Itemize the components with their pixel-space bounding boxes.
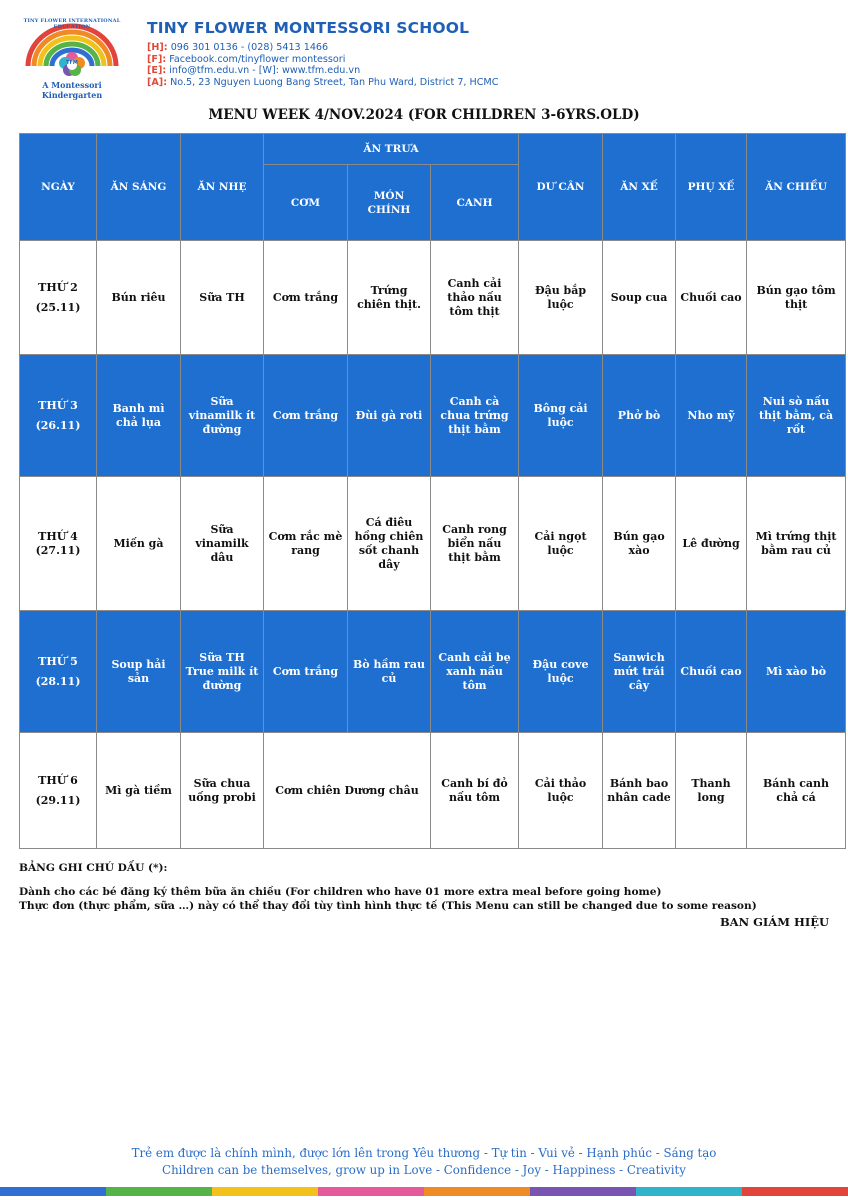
extra-cell: Đậu bắp luộc — [519, 241, 603, 355]
logo-caption: A Montessori Kindergarten — [41, 80, 103, 100]
main-cell: Cá điêu hồng chiên sốt chanh dây — [348, 477, 431, 611]
snack-cell: Sữa vinamilk ít đường — [181, 355, 264, 477]
afternoon-cell: Sanwich mứt trái cây — [603, 611, 676, 733]
school-name: TINY FLOWER MONTESSORI SCHOOL — [147, 19, 470, 37]
stripe-segment — [424, 1187, 530, 1196]
rice-cell: Cơm trắng — [264, 611, 348, 733]
soup-cell: Canh cải thảo nấu tôm thịt — [431, 241, 519, 355]
rice-main-cell: Cơm chiên Dương châu — [264, 733, 431, 849]
col-main: MÓN CHÍNH — [348, 165, 431, 241]
rice-cell: Cơm rắc mè rang — [264, 477, 348, 611]
extra-cell: Cải thảo luộc — [519, 733, 603, 849]
school-logo — [14, 18, 130, 100]
breakfast-cell: Miến gà — [97, 477, 181, 611]
extra-cell: Cải ngọt luộc — [519, 477, 603, 611]
contact-block — [147, 42, 498, 88]
rice-cell: Cơm trắng — [264, 241, 348, 355]
table-row — [20, 241, 846, 355]
table-row — [20, 733, 846, 849]
day-cell: THỨ 6 (29.11) — [20, 733, 97, 849]
stripe-segment — [636, 1187, 742, 1196]
col-snack: ĂN NHẸ — [181, 134, 264, 241]
dinner-cell: Nui sò nấu thịt bằm, cà rốt — [747, 355, 846, 477]
dinner-cell: Mì xào bò — [747, 611, 846, 733]
side-cell: Chuối cao — [676, 241, 747, 355]
footer-slogan — [0, 1145, 848, 1179]
logo-ring-text: TINY FLOWER INTERNATIONAL EDUCATION — [23, 18, 121, 30]
snack-cell: Sữa TH — [181, 241, 264, 355]
side-cell: Lê đường — [676, 477, 747, 611]
snack-cell: Sữa vinamilk dâu — [181, 477, 264, 611]
stripe-segment — [212, 1187, 318, 1196]
day-cell: THỨ 3 (26.11) — [20, 355, 97, 477]
snack-cell: Sữa chua uống probi — [181, 733, 264, 849]
side-cell: Thanh long — [676, 733, 747, 849]
side-cell: Nho mỹ — [676, 355, 747, 477]
col-extra: DƯ CÂN — [519, 134, 603, 241]
breakfast-cell: Soup hải sản — [97, 611, 181, 733]
table-row — [20, 355, 846, 477]
main-cell: Trứng chiên thịt. — [348, 241, 431, 355]
contact-facebook: [F]: Facebook.com/tinyflower montessori — [147, 53, 346, 65]
note-line-2: Thực đơn (thực phẩm, sữa …) này có thể thay đổi tùy tình hình thực tế (This Menu can still be changed due to some reason) — [19, 900, 757, 912]
col-soup: CANH — [431, 165, 519, 241]
extra-cell: Bông cải luộc — [519, 355, 603, 477]
col-day: NGÀY — [20, 134, 97, 241]
contact-email-web: [E]: info@tfm.edu.vn - [W]: www.tfm.edu.vn — [147, 65, 361, 77]
col-breakfast: ĂN SÁNG — [97, 134, 181, 241]
table-row — [20, 611, 846, 733]
snack-cell: Sữa TH True milk ít đường — [181, 611, 264, 733]
contact-phone: [H]: 096 301 0136 - (028) 5413 1466 — [147, 42, 329, 53]
afternoon-cell: Phở bò — [603, 355, 676, 477]
stripe-segment — [318, 1187, 424, 1196]
day-cell: THỨ 4 (27.11) — [20, 477, 97, 611]
footer-slogan-vi: Trẻ em được là chính mình, được lớn lên trong Yêu thương - Tự tin - Vui vẻ - Hạnh phúc - Sáng tạo — [131, 1146, 717, 1160]
note-line-1: Dành cho các bé đăng ký thêm bữa ăn chiều (For children who have 01 more extra meal before going home) — [19, 886, 662, 898]
afternoon-cell: Bún gạo xào — [603, 477, 676, 611]
col-side: PHỤ XẾ — [676, 134, 747, 241]
stripe-segment — [0, 1187, 106, 1196]
footer-color-stripe — [0, 1187, 848, 1196]
dinner-cell: Bún gạo tôm thịt — [747, 241, 846, 355]
dinner-cell: Mì trứng thịt bằm rau củ — [747, 477, 846, 611]
breakfast-cell: Bún riêu — [97, 241, 181, 355]
main-cell: Bò hầm rau củ — [348, 611, 431, 733]
breakfast-cell: Banh mì chả lụa — [97, 355, 181, 477]
side-cell: Chuối cao — [676, 611, 747, 733]
soup-cell: Canh cà chua trứng thịt bằm — [431, 355, 519, 477]
logo-initials: TFM — [66, 60, 78, 66]
day-cell: THỨ 2 (25.11) — [20, 241, 97, 355]
stripe-segment — [530, 1187, 636, 1196]
col-rice: CƠM — [264, 165, 348, 241]
notes-title: BẢNG GHI CHÚ DẤU (*): — [19, 862, 168, 874]
menu-table — [19, 133, 846, 849]
rice-cell: Cơm trắng — [264, 355, 348, 477]
soup-cell: Canh bí đỏ nấu tôm — [431, 733, 519, 849]
afternoon-cell: Bánh bao nhân cade — [603, 733, 676, 849]
soup-cell: Canh cải bẹ xanh nấu tôm — [431, 611, 519, 733]
notes-section — [19, 862, 831, 913]
menu-title: MENU WEEK 4/NOV.2024 (FOR CHILDREN 3-6YRS.OLD) — [208, 107, 640, 123]
stripe-segment — [106, 1187, 212, 1196]
breakfast-cell: Mì gà tiềm — [97, 733, 181, 849]
col-dinner: ĂN CHIỀU — [747, 134, 846, 241]
col-lunch: ĂN TRƯA — [264, 134, 519, 165]
contact-address: [A]: No.5, 23 Nguyen Luong Bang Street, Tan Phu Ward, District 7, HCMC — [147, 76, 499, 88]
main-cell: Đùi gà roti — [348, 355, 431, 477]
signature: BAN GIÁM HIỆU — [719, 915, 829, 929]
table-row — [20, 477, 846, 611]
day-cell: THỨ 5 (28.11) — [20, 611, 97, 733]
afternoon-cell: Soup cua — [603, 241, 676, 355]
col-afternoon: ĂN XẾ — [603, 134, 676, 241]
extra-cell: Đậu cove luộc — [519, 611, 603, 733]
stripe-segment — [742, 1187, 848, 1196]
dinner-cell: Bánh canh chả cá — [747, 733, 846, 849]
footer-slogan-en: Children can be themselves, grow up in Love - Confidence - Joy - Happiness - Creativity — [162, 1163, 686, 1177]
soup-cell: Canh rong biển nấu thịt bằm — [431, 477, 519, 611]
